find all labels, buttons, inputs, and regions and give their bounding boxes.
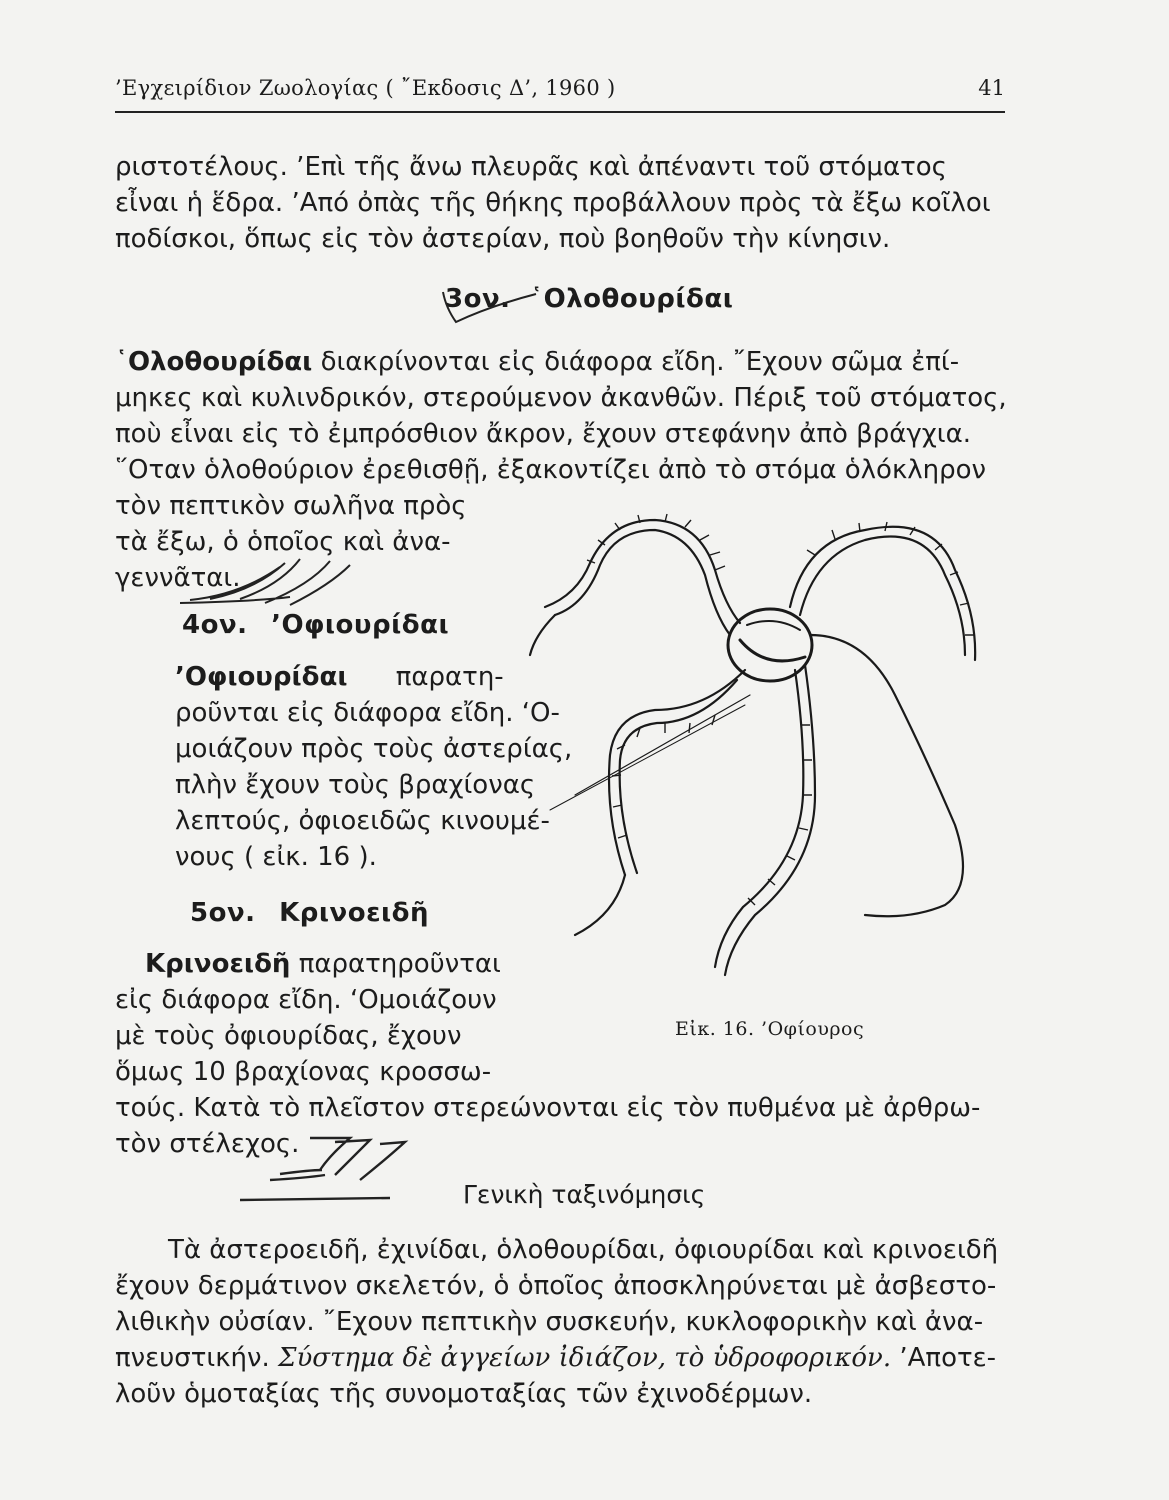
ophiuroid-illustration	[515, 495, 1025, 1010]
section-3-para-line: μηκες καὶ κυλινδρικόν, στερούμενον ἀκανθῶν. Πέριξ τοῦ στόματος,	[115, 383, 1007, 413]
section-4-title: ’Οφιουρίδαι	[271, 610, 450, 640]
general-para-line: λιθικὴν οὐσίαν. ῎Εχουν πεπτικὴν συσκευήν, κυκλοφορικὴν καὶ ἀνα-	[115, 1307, 984, 1337]
section-4-para-line: μοιάζουν πρὸς τοὺς ἀστερίας,	[175, 734, 573, 764]
italic-phrase: Σύστημα δὲ ἀγγείων ἰδιάζον, τὸ ὑδροφορικόν.	[278, 1343, 892, 1373]
section-4-para-line: λεπτούς, ὀφιοειδῶς κινουμέ-	[175, 806, 550, 836]
section-3-number: 3ον.	[445, 284, 511, 314]
section-4-para-line: νους ( εἰκ. 16 ).	[175, 842, 377, 872]
section-5-title: Κρινοειδῆ	[279, 898, 430, 928]
section-3-para-line: ῞Οταν ὁλοθούριον ἐρεθισθῇ, ἐξακοντίζει ἀπὸ τὸ στόμα ὁλόκληρον	[115, 455, 987, 485]
section-5-para-line: ὅμως 10 βραχίονας κροσσω-	[115, 1057, 492, 1087]
section-4-heading	[182, 610, 449, 640]
section-4-para-line: πλὴν ἔχουν τοὺς βραχίονας	[175, 770, 536, 800]
section-5-lead: Κρινοειδῆ	[145, 949, 291, 979]
section-4-number: 4ον.	[182, 610, 248, 640]
general-para-line: πνευστικήν. Σύστημα δὲ ἀγγείων ἰδιάζον, τὸ ὑδροφορικόν. ’Αποτε-	[115, 1343, 997, 1373]
running-title: ’Εγχειρίδιον Ζωολογίας ( ῎Εκδοσις Δ’, 1960 )	[115, 76, 616, 100]
section-4-para-line: ’Οφιουρίδαι παρατη-	[175, 662, 504, 692]
section-3-para-line: γεννᾶται.	[115, 563, 241, 593]
pencil-scribble-icon	[180, 555, 380, 615]
section-3-para-line: ῾Ολοθουρίδαι διακρίνονται εἰς διάφορα εἴδη. ῎Εχουν σῶμα ἐπί-	[115, 347, 960, 377]
general-para-line: ἔχουν δερμάτινον σκελετόν, ὁ ὁποῖος ἀποσκληρύνεται μὲ ἀσβεστο-	[115, 1271, 997, 1301]
section-5-para-line: εἰς διάφορα εἴδη. ‘Ομοιάζουν	[115, 985, 497, 1015]
section-5-para-line: μὲ τοὺς ὀφιουρίδας, ἔχουν	[115, 1021, 462, 1051]
page-number: 41	[978, 76, 1005, 100]
header-rule	[115, 111, 1005, 113]
intro-line: ποδίσκοι, ὅπως εἰς τὸν ἀστερίαν, ποὺ βοηθοῦν τὴν κίνησιν.	[115, 224, 891, 254]
pencil-mark-icon	[440, 288, 540, 328]
general-para-line: Τὰ ἀστεροειδῆ, ἐχινίδαι, ὁλοθουρίδαι, ὀφιουρίδαι καὶ κρινοειδῆ	[168, 1235, 999, 1265]
intro-line: ριστοτέλους. ’Επὶ τῆς ἄνω πλευρᾶς καὶ ἀπέναντι τοῦ στόματος	[115, 152, 947, 182]
section-4-lead: ’Οφιουρίδαι	[175, 662, 348, 692]
figure-caption: Εἰκ. 16. ’Οφίουρος	[675, 1018, 865, 1040]
section-3-title: ῾Ολοθουρίδαι	[530, 284, 734, 314]
section-5-para-line: τὸν στέλεχος.	[115, 1129, 300, 1159]
section-4-para-line: ροῦνται εἰς διάφορα εἴδη. ‘Ο-	[175, 698, 560, 728]
subsection-title: Γενικὴ ταξινόμησις	[463, 1180, 706, 1209]
section-5-para-line: τούς. Κατὰ τὸ πλεῖστον στερεώνονται εἰς τὸν πυθμένα μὲ ἀρθρω-	[115, 1093, 981, 1123]
general-para-line: λοῦν ὁμοταξίας τῆς συνομοταξίας τῶν ἐχινοδέρμων.	[115, 1379, 813, 1409]
pencil-scribble-icon	[240, 1130, 410, 1205]
page-header	[115, 76, 1005, 104]
section-5-heading	[190, 898, 429, 928]
intro-line: εἶναι ἡ ἕδρα. ’Από ὀπὰς τῆς θήκης προβάλλουν πρὸς τὰ ἔξω κοῖλοι	[115, 188, 991, 218]
section-5-para-line: Κρινοειδῆ παρατηροῦνται	[145, 949, 501, 979]
section-5-number: 5ον.	[190, 898, 256, 928]
section-3-para-line: τὰ ἔξω, ὁ ὁποῖος καὶ ἀνα-	[115, 527, 451, 557]
section-3-para-line: ποὺ εἶναι εἰς τὸ ἐμπρόσθιον ἄκρον, ἔχουν στεφάνην ἀπὸ βράγχια.	[115, 419, 971, 449]
section-3-para-line: τὸν πεπτικὸν σωλῆνα πρὸς	[115, 491, 467, 521]
section-3-lead: ῾Ολοθουρίδαι	[115, 347, 313, 377]
